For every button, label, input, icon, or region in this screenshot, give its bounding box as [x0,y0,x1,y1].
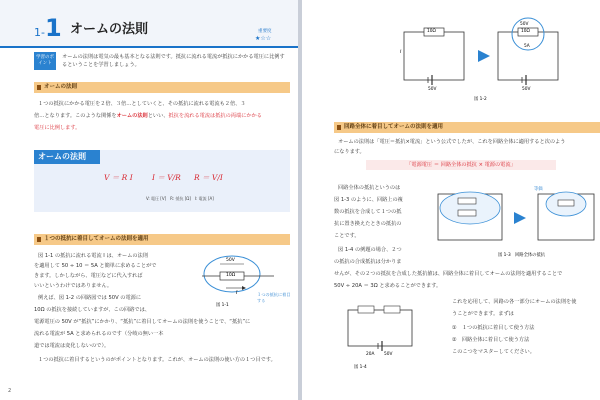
section-whole-circuit: 回路全体に着目してオームの法則を適用 [334,122,600,133]
fig1-resistor: 10Ω [226,273,236,278]
sec3-body-2: 図 1-3 のように、回路上の複 [334,197,403,203]
figure-1-3 [434,186,600,250]
page-title: オームの法則 [70,22,149,37]
fig1-current: I [236,290,238,296]
formula-rvi: R ＝ V/I [194,173,223,182]
sec1-line-2: 倍…となります。このような関係をオームの法則といい、抵抗を流れる電流は抵抗の両端にかかる [34,113,262,119]
fig12-r1: 10Ω [427,29,436,34]
sec2-line-1: 図 1-1 の抵抗に流れる電流 I は、オームの法則 [38,253,148,259]
sec2-line-2: を適用して 50 ÷ 10 ＝ 5A と簡単に求めることがで [34,263,157,269]
chapter-number: 1-1 [34,14,62,42]
section-single-resistor: １つの抵抗に着目してオームの法則を適用 [34,234,290,245]
sec2-line-3: きます。しかしながら、電圧などに代入すれば [34,273,143,279]
fig12-caption: 図 1-2 [474,97,487,102]
importance-label: 重要度 [258,29,272,34]
sec3-body-9: 50V ÷ 20A ＝ 3Ω と求めることができます。 [334,283,442,289]
sec2-line-7: 電源電圧の 50V が“抵抗”にかかり、“抵抗”に着目してオームの法則を使うことで、“抵抗”に [34,319,251,325]
list-line-1: これを応用して、回路の各一部分にオームの法則を使 [452,299,577,305]
fig13-label: 等価 [534,187,543,192]
sec2-line-10: １つの抵抗に着目するというのがポイントとなります。これが、オームの法則の使い方の１つ目です。 [38,357,276,363]
sec2-line-8: 流れる電流が 5A と求められるのです（分岐の無い一本 [34,331,164,337]
sec2-line-4: いいというわけではありません。 [34,283,113,289]
sec3-body-3: 数の抵抗を合成して１つの抵 [334,209,402,215]
figure-1-2 [398,20,578,100]
fig12-r2: 10Ω [521,29,530,34]
fig12-v2: 50V [428,87,437,92]
fig1-voltage: 50V [226,258,235,263]
list-line-4: ② 回路全体に着目して使う方法 [452,337,530,343]
formula-legend: V: 電圧 [V] R: 抵抗 [Ω] I: 電流 [A] [146,196,214,201]
sec3-body-6: 図 1-4 の例題の場合、２つ [338,247,402,253]
figure-1-4 [342,300,422,356]
formula-ivr: I ＝ V/R [152,173,181,182]
formula-vri: V ＝ R I [104,173,133,182]
sec3-body-1: 回路全体の抵抗というのは [338,185,401,191]
sec1-line-3: 電圧に比例します。 [34,125,81,131]
sec3-line-1: オームの法則は「電圧＝抵抗×電流」という公式でしたが、これを回路全体に適用すると次のよう [338,139,566,145]
right-page [302,0,600,400]
point-badge: 学習のポイント [34,52,56,70]
fig14-v: 50V [384,352,393,357]
list-line-2: うことができます。まずは [452,311,514,317]
page-number: 2 [8,388,12,394]
point-text-2: るということを学習しましょう。 [62,62,140,68]
fig14-caption: 図 1-4 [354,365,367,370]
sec2-line-6: 10Ω の抵抗を接続していますが、この回路では、 [34,307,150,313]
sec3-body-5: ことです。 [334,233,360,239]
list-line-3: ① １つの抵抗に着目して使う方法 [452,325,535,331]
left-page [0,0,298,400]
list-line-5: このこつをマスターしてください。 [452,349,535,355]
sec3-body-4: 抗に置き換えたときの抵抗の [334,221,402,227]
fig13-caption: 図 1-3 回路全体の抵抗 [498,253,546,258]
sec2-line-5: 例えば、図 1-2 の回路図では 50V の電源に [38,295,142,301]
sec3-formula: 「電源電圧 ＝ 回路全体の抵抗 × 電源の電流」 [366,160,556,170]
fig12-v1: 50V [520,22,529,27]
fig12-a: 5A [524,44,530,49]
sec3-body-7: の抵抗の合成抵抗は分かりま [334,259,402,265]
sec1-line-1: １つの抵抗にかかる電圧を２倍、３倍…としていくと、その抵抗に流れる電流も２倍、３ [38,101,246,107]
fig14-a: 20A [366,352,375,357]
section-ohms-law: オームの法則 [34,82,290,93]
fig1-caption: 図 1-1 [216,303,229,308]
fig1-note: １つの抵抗に着目する [257,292,291,303]
fig12-v3: 50V [522,87,531,92]
sec3-line-2: になります。 [334,149,365,155]
fig12-i: I [400,50,402,55]
point-text-1: オームの法則は電気の最も基本となる法則です。抵抗に流れる電流が抵抗にかかる電圧に比例す [62,54,285,60]
sec2-line-9: 道では電流は変化しないので）。 [34,343,110,349]
importance-stars: ★☆☆ [255,35,272,42]
formula-box-title: オームの法則 [34,150,100,164]
sec3-body-8: せんが、その２つの抵抗を合成した抵抗値は、回路全体に着目してオームの法則を適用することで [334,271,563,277]
